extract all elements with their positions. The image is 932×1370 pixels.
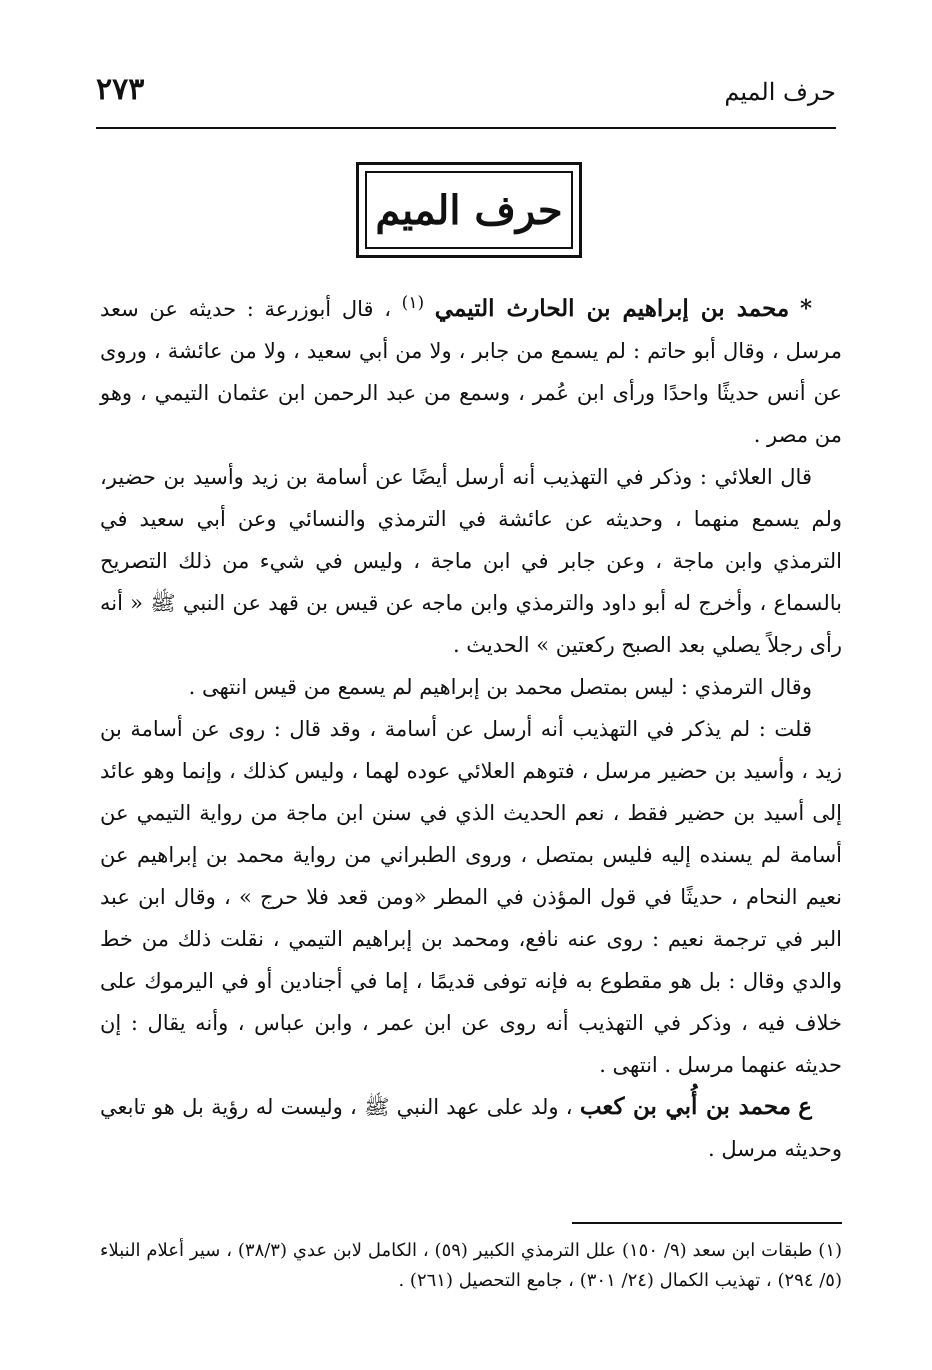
page-number: ٢٧٣: [96, 72, 145, 107]
running-title: حرف الميم: [724, 78, 836, 106]
page-header: [96, 72, 836, 118]
chapter-title-frame: [356, 162, 582, 258]
entry-text: ، ولد على عهد النبي ﷺ ، وليست له رؤية بل هو تابعي وحديثه مرسل .: [100, 1095, 842, 1161]
entry-paragraph: [100, 282, 842, 456]
footnote-reference: (١): [401, 293, 425, 313]
entry-marker: *: [799, 295, 812, 322]
entry-marker: ع: [798, 1093, 812, 1120]
body-paragraph: قال العلائي : وذكر في التهذيب أنه أرسل أيضًا عن أسامة بن زيد وأسيد بن حضير، ولم يسمع منهما ، وحديثه عن عائشة في الترمذي والنسائي وعن أبي سعيد في الترمذي وابن ماجة ، وعن جابر في ابن ماجة ، وليس في شيء من ذلك التصريح بالسماع ، وأخرج له أبو داود والترمذي وابن ماجه عن قيس بن قهد عن النبي ﷺ « أنه رأى رجلاً يصلي بعد الصبح ركعتين » الحديث .: [100, 465, 842, 657]
entry-text: ، قال أبوزرعة : حديثه عن سعد مرسل ، وقال أبو حاتم : لم يسمع من جابر ، ولا من أبي سعيد ، ولا من عائشة ، وروى عن أنس حديثًا واحدًا ورأى ابن عُمر ، وسمع من عبد الرحمن ابن عثمان التيمي ، وهو من مصر .: [100, 297, 842, 447]
footnote: (١) طبقات ابن سعد (٩/ ١٥٠) علل الترمذي الكبير (٥٩) ، الكامل لابن عدي (٣٨/٣) ، سير أعلام النبلاء (٥/ ٢٩٤) ، تهذيب الكمال (٢٤/ ٣٠١) ، جامع التحصيل (٢٦١) .: [100, 1240, 843, 1291]
entry-name: محمد بن أُبي بن كعب: [579, 1093, 792, 1120]
body-paragraph: وقال الترمذي : ليس بمتصل محمد بن إبراهيم لم يسمع من قيس انتهى .: [188, 675, 812, 699]
body-paragraph: قلت : لم يذكر في التهذيب أنه أرسل عن أسامة ، وقد قال : روى عن أسامة بن زيد ، وأسيد بن حضير مرسل ، فتوهم العلائي عوده لهما ، وليس كذلك ، وإنما وهو عائد إلى أسيد بن حضير فقط ، نعم الحديث الذي في سنن ابن ماجة من رواية التيمي عن أسامة لم يسنده إليه فليس بمتصل ، وروى الطبراني من رواية محمد بن إبراهيم عن نعيم النحام ، حديثًا في قول المؤذن في المطر «ومن قعد فلا حرج » ، وقال ابن عبد البر في ترجمة نعيم : روى عنه نافع، ومحمد بن إبراهيم التيمي ، نقلت ذلك من خط والدي وقال : بل هو مقطوع به فإنه توفى قديمًا ، إما في أجنادين أو في اليرموك على خلاف فيه ، وذكر في التهذيب أنه روى عن ابن عمر ، وابن عباس ، وأنه يقال : إن حديثه عنهما مرسل . انتهى .: [100, 717, 842, 1077]
chapter-title: حرف الميم: [375, 186, 563, 234]
entry-name: محمد بن إبراهيم بن الحارث التيمي: [434, 295, 790, 322]
chapter-title-inner-frame: [365, 171, 573, 249]
entry-paragraph: [100, 1086, 842, 1170]
main-text: [100, 282, 842, 1170]
footnote-rule: [572, 1222, 842, 1224]
header-rule: [96, 127, 836, 129]
